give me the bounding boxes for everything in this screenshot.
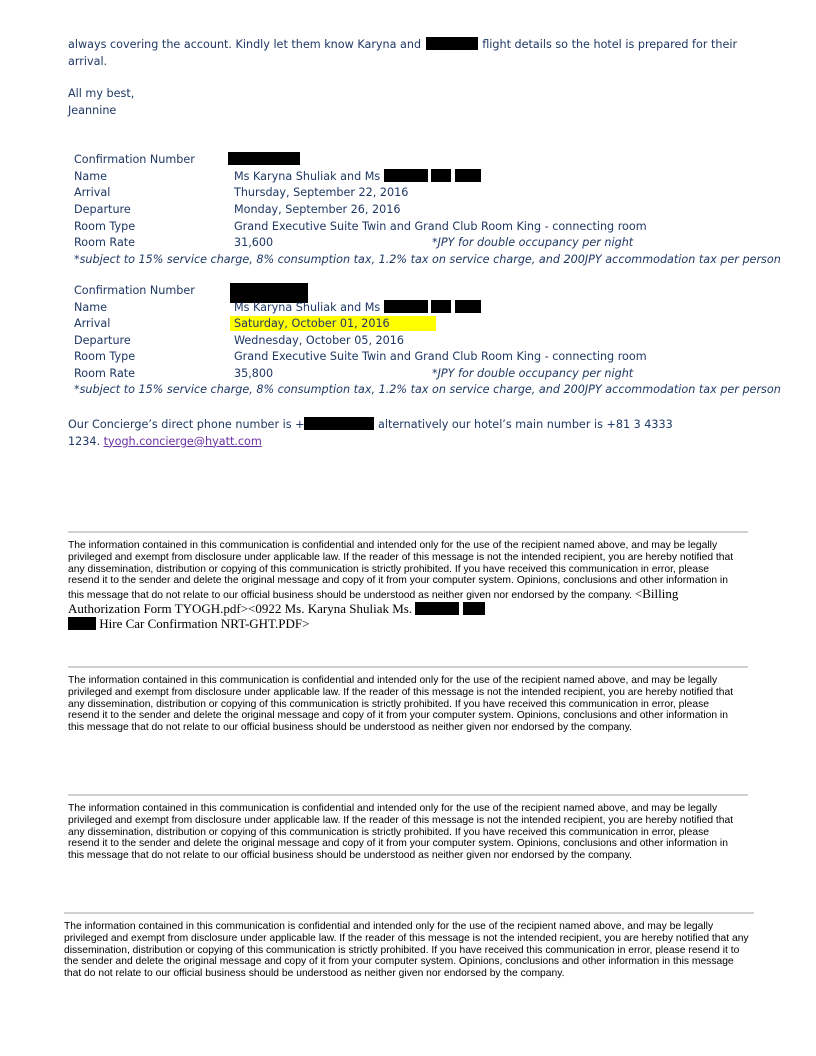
departure-label: Departure (74, 334, 131, 347)
concierge-line-2 (68, 434, 768, 451)
email-signature: Jeannine (68, 103, 117, 117)
tax-note: *subject to 15% service charge, 8% consumption tax, 1.2% tax on service charge, and 200JPY accommodation tax per person (74, 253, 781, 266)
redaction-box (426, 37, 478, 50)
divider (68, 666, 748, 668)
redaction-box (68, 617, 96, 630)
arrival-value (234, 316, 436, 333)
room-type-value: Grand Executive Suite Twin and Grand Club Room King - connecting room (234, 350, 647, 363)
redaction-box (455, 169, 481, 182)
email-closing: All my best, (68, 87, 135, 100)
arrival-label: Arrival (74, 317, 111, 330)
redaction-box (431, 300, 451, 313)
email-line-1-end: flight details so the hotel is prepared for their (482, 38, 738, 51)
departure-value: Wednesday, October 05, 2016 (234, 334, 405, 347)
disclaimer: The information contained in this communication is confidential and intended only for the use of the recipient named above, and may be legally privileged and exempt from disclosure under applicable law. If the reader of this message is not the intended recipient, you are hereby notified that any dissemination, distribution or copying of this communication is strictly prohibited. If you have received this communication in error, please resend it to the sender and delete the original message and copy of it from your computer system. Opinions, conclusions and other information in this message that do not relate to our official business should be understood as neither given nor endorsed by the company. (68, 675, 734, 734)
disclaimer: The information contained in this communication is confidential and intended only for the use of the recipient named above, and may be legally privileged and exempt from disclosure under applicable law. If the reader of this message is not the intended recipient, you are hereby notified that any dissemination, distribution or copying of this communication is strictly prohibited. If you have received this communication in error, please resend it to the sender and delete the original message and copy of it from your computer system. Opinions, conclusions and other information in this message that do not relate to our official business should be understood as neither given nor endorsed by the company. (68, 803, 734, 862)
name-value (234, 169, 481, 186)
email-line-1 (68, 37, 768, 54)
arrival-value: Thursday, September 22, 2016 (234, 186, 409, 199)
redaction-box (228, 152, 300, 165)
name-text: Ms Karyna Shuliak and Ms (234, 170, 381, 183)
concierge-paragraph (68, 417, 768, 450)
redaction-box (304, 417, 374, 430)
concierge-text-end: alternatively our hotel’s main number is +81 3 4333 (378, 418, 673, 431)
disclaimer-text: The information contained in this communication is confidential and intended only for the use of the recipient named above, and may be legally privileged and exempt from disclosure under applicable law. If the reader of this message is not the intended recipient, you are hereby notified that any dissemination, distribution or copying of this communication is strictly prohibited. If you have received this communication in error, please resend it to the sender and delete the original message and copy of it from your computer system. Opinions, conclusions and other information in this message that do not relate to our official business should be understood as neither given nor endorsed by the company. (68, 540, 734, 602)
room-type-label: Room Type (74, 220, 136, 233)
redaction-box (431, 169, 451, 182)
divider (68, 531, 748, 533)
name-label: Name (74, 170, 108, 183)
concierge-text-start: Our Concierge’s direct phone number is + (68, 418, 305, 431)
room-type-value: Grand Executive Suite Twin and Grand Club Room King - connecting room (234, 220, 647, 233)
rate-note: *JPY for double occupancy per night (432, 367, 634, 380)
room-rate-value: 31,600 (234, 236, 274, 249)
redaction-box (384, 169, 428, 182)
attachment-line-2 (68, 616, 309, 631)
room-rate-label: Room Rate (74, 236, 136, 249)
concierge-text-number: 1234. (68, 434, 101, 448)
name-text: Ms Karyna Shuliak and Ms (234, 301, 381, 314)
name-value (234, 300, 481, 317)
departure-label: Departure (74, 203, 131, 216)
arrival-label: Arrival (74, 186, 111, 199)
tax-note: *subject to 15% service charge, 8% consumption tax, 1.2% tax on service charge, and 200JPY accommodation tax per person (74, 383, 781, 396)
email-body (68, 37, 768, 119)
rate-note: *JPY for double occupancy per night (432, 236, 634, 249)
room-type-label: Room Type (74, 350, 136, 363)
confirmation-label: Confirmation Number (74, 153, 195, 166)
divider (64, 912, 754, 914)
redaction-box (455, 300, 481, 313)
email-line-1-start: always covering the account. Kindly let them know Karyna and (68, 38, 422, 51)
email-line-2: arrival. (68, 54, 108, 68)
confirmation-label: Confirmation Number (74, 284, 195, 297)
divider (68, 794, 748, 796)
attachment-name[interactable]: Hire Car Confirmation NRT-GHT.PDF> (99, 615, 310, 631)
room-rate-label: Room Rate (74, 367, 136, 380)
name-label: Name (74, 301, 108, 314)
concierge-line-1 (68, 417, 768, 434)
room-rate-value: 35,800 (234, 367, 274, 380)
disclaimer: The information contained in this communication is confidential and intended only for the use of the recipient named above, and may be legally privileged and exempt from disclosure under applicable law. If the reader of this message is not the intended recipient, you are hereby notified that any dissemination, distribution or copying of this communication is strictly prohibited. If you have received this communication in error, please resend it to the sender and delete the original message and copy of it from your computer system. Opinions, conclusions and other information in this message that do not relate to our official business should be understood as neither given nor endorsed by the company. (64, 921, 749, 980)
highlighted-arrival-date: Saturday, October 01, 2016 (230, 316, 436, 331)
redaction-box (463, 602, 485, 615)
attachment-name[interactable]: <Billing Authorization Form TYOGH.pdf><0922 Ms. Karyna Shuliak Ms. (68, 586, 679, 616)
redaction-box (384, 300, 428, 313)
concierge-email-link[interactable]: tyogh.concierge@hyatt.com (103, 434, 262, 448)
departure-value: Monday, September 26, 2016 (234, 203, 401, 216)
disclaimer-with-attachments (68, 540, 740, 632)
redaction-box (415, 602, 459, 615)
